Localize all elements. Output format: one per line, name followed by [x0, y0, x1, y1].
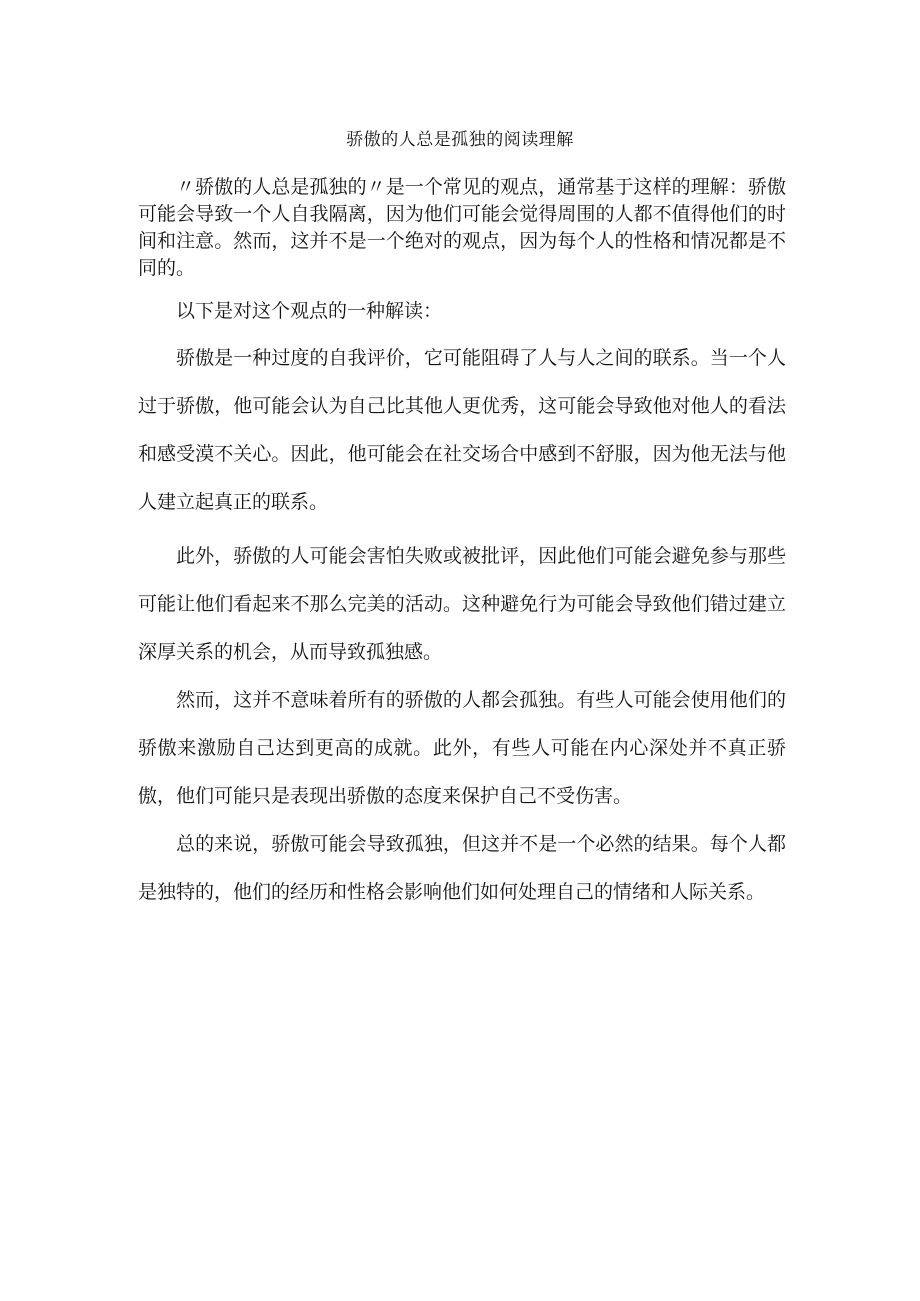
paragraph-counterpoint: 然而，这并不意味着所有的骄傲的人都会孤独。有些人可能会使用他们的骄傲来激励自己达到更高的成就。此外，有些人可能在内心深处并不真正骄傲，他们可能只是表现出骄傲的态度来保护自己不受伤害。 — [138, 689, 786, 807]
paragraph-fear-of-failure: 此外，骄傲的人可能会害怕失败或被批评，因此他们可能会避免参与那些可能让他们看起来不那么完美的活动。这种避免行为可能会导致他们错过建立深厚关系的机会，从而导致孤独感。 — [138, 545, 786, 663]
paragraph-conclusion: 总的来说，骄傲可能会导致孤独，但这并不是一个必然的结果。每个人都是独特的，他们的经历和性格会影响他们如何处理自己的情绪和人际关系。 — [138, 833, 786, 903]
paragraph-intro: 〃骄傲的人总是孤独的〃是一个常见的观点，通常基于这样的理解：骄傲可能会导致一个人自我隔离，因为他们可能会觉得周围的人都不值得他们的时间和注意。然而，这并不是一个绝对的观点，因为每个人的性格和情况都是不同的。 — [138, 176, 786, 279]
document-title: 骄傲的人总是孤独的阅读理解 — [346, 130, 574, 150]
paragraph-pride-definition: 骄傲是一种过度的自我评价，它可能阻碍了人与人之间的联系。当一个人过于骄傲，他可能会认为自己比其他人更优秀，这可能会导致他对他人的看法和感受漠不关心。因此，他可能会在社交场合中感到不舒服，因为他无法与他人建立起真正的联系。 — [138, 347, 786, 513]
paragraph-lead-in: 以下是对这个观点的一种解读： — [176, 300, 443, 322]
